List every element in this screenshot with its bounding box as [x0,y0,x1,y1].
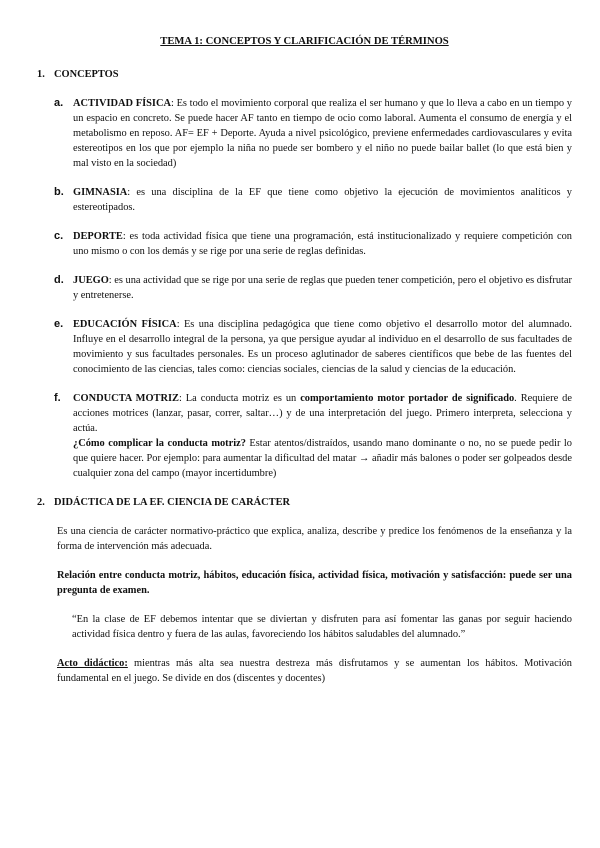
didactica-intro: Es una ciencia de carácter normativo-práctico que explica, analiza, describe y predice los fenómenos de la enseñanza y la forma de intervención más adecuada. [57,526,572,552]
item-text: : es una actividad que se rige por una serie de reglas que pueden tener competición, pero el objetivo es disfrutar y entretenerse. [73,275,572,301]
acto-didactico-label: Acto didáctico: [57,658,128,669]
item-term: CONDUCTA MOTRIZ [73,393,179,404]
concept-item-actividad-fisica [37,96,572,171]
item-emphasis: comportamiento motor portador de significado [300,393,515,404]
item-letter: e. [54,318,64,330]
concept-item-juego [37,273,572,303]
section-number: 1. [37,69,45,80]
item-question: ¿Cómo complicar la conducta motriz? [73,438,246,449]
section-number: 2. [37,497,45,508]
section-title: CONCEPTOS [54,69,119,80]
item-term: EDUCACIÓN FÍSICA [73,319,177,330]
item-text: : es toda actividad física que tiene una programación, está institucionalizado y requiere competición con uno mismo o con los demás y se rige por una serie de reglas definidas. [73,231,572,257]
item-letter: c. [54,230,64,242]
section-title: DIDÁCTICA DE LA EF. CIENCIA DE CARÁCTER [54,497,291,508]
concept-item-gimnasia [37,185,572,215]
item-text-continued: . Requiere de acciones motrices (lanzar, pasar, correr, saltar…) y de una interpretación del juego. Primero interpreta, selecciona y actúa. [73,393,572,434]
concept-item-educacion-fisica [37,317,572,377]
item-term: JUEGO [73,275,109,286]
item-letter: d. [54,274,64,286]
acto-didactico-paragraph [37,656,572,686]
item-text: : La conducta motriz es un [178,393,301,404]
section-heading-didactica [37,495,572,510]
item-term: DEPORTE [73,231,123,242]
item-letter: a. [54,97,64,109]
item-letter: b. [54,186,64,198]
exam-note: Relación entre conducta motriz, hábitos, educación física, actividad física, motivación y satisfacción: puede ser una pregunta de examen. [57,570,572,596]
item-text: : Es una disciplina pedagógica que tiene como objetivo el desarrollo motor del alumnado. Influye en el desarrollo integral de la persona, ya que persigue ayudar al individuo en el desarrollo de sus facultades de movimiento y sus facultades personales. Es un proceso aglutinador de saberes científicos que bebe de las fuentes del conocimiento de las ciencias, tales como: ciencias sociales, ciencias de la salud y ciencias de la educación. [73,319,572,375]
concept-item-deporte [37,229,572,259]
item-text: : es una disciplina de la EF que tiene como objetivo la ejecución de movimientos analíticos y estereotipados. [73,187,572,213]
item-term: GIMNASIA [73,187,128,198]
concept-item-conducta-motriz [37,391,572,481]
acto-didactico-text: mientras más alta sea nuestra destreza más disfrutamos y se aumentan los hábitos. Motivación fundamental en el juego. Se divide en dos (discentes y docentes) [57,658,572,684]
concepts-list [37,96,572,481]
item-answer: Estar atentos/distraídos, usando mano dominante o no, no se puede pedir lo que quiere hacer. Por ejemplo: para aumentar la dificultad del matar → añadir más balones o poder ser golpeados desde cualquier zona del campo (mayor incertidumbre) [73,438,572,479]
quote-block: “En la clase de EF debemos intentar que se diviertan y disfruten para así fomentar las ganas por seguir haciendo actividad física dentro y fuera de las aulas, favoreciendo los hábitos saludables del alumnado.” [72,614,572,640]
item-term: ACTIVIDAD FÍSICA [73,98,171,109]
document-title: TEMA 1: CONCEPTOS Y CLARIFICACIÓN DE TÉRMINOS [160,36,449,47]
item-letter: f. [54,392,61,404]
section-heading-conceptos [37,67,572,82]
item-text: : Es todo el movimiento corporal que realiza el ser humano y que lo lleva a cabo en un tiempo y un espacio en concreto. Se puede hacer AF tanto en tiempo de ocio como laboral. Aumenta el consumo de energía y el metabolismo en reposo. AF= EF + Deporte. Ayuda a nivel psicológico, previene enfermedades cardiovasculares y evita estereotipos en los que por ejemplo la niña no puede ser bombero y el niño no puede bailar ballet (lo que está bien y mal visto en la sociedad) [73,98,573,169]
